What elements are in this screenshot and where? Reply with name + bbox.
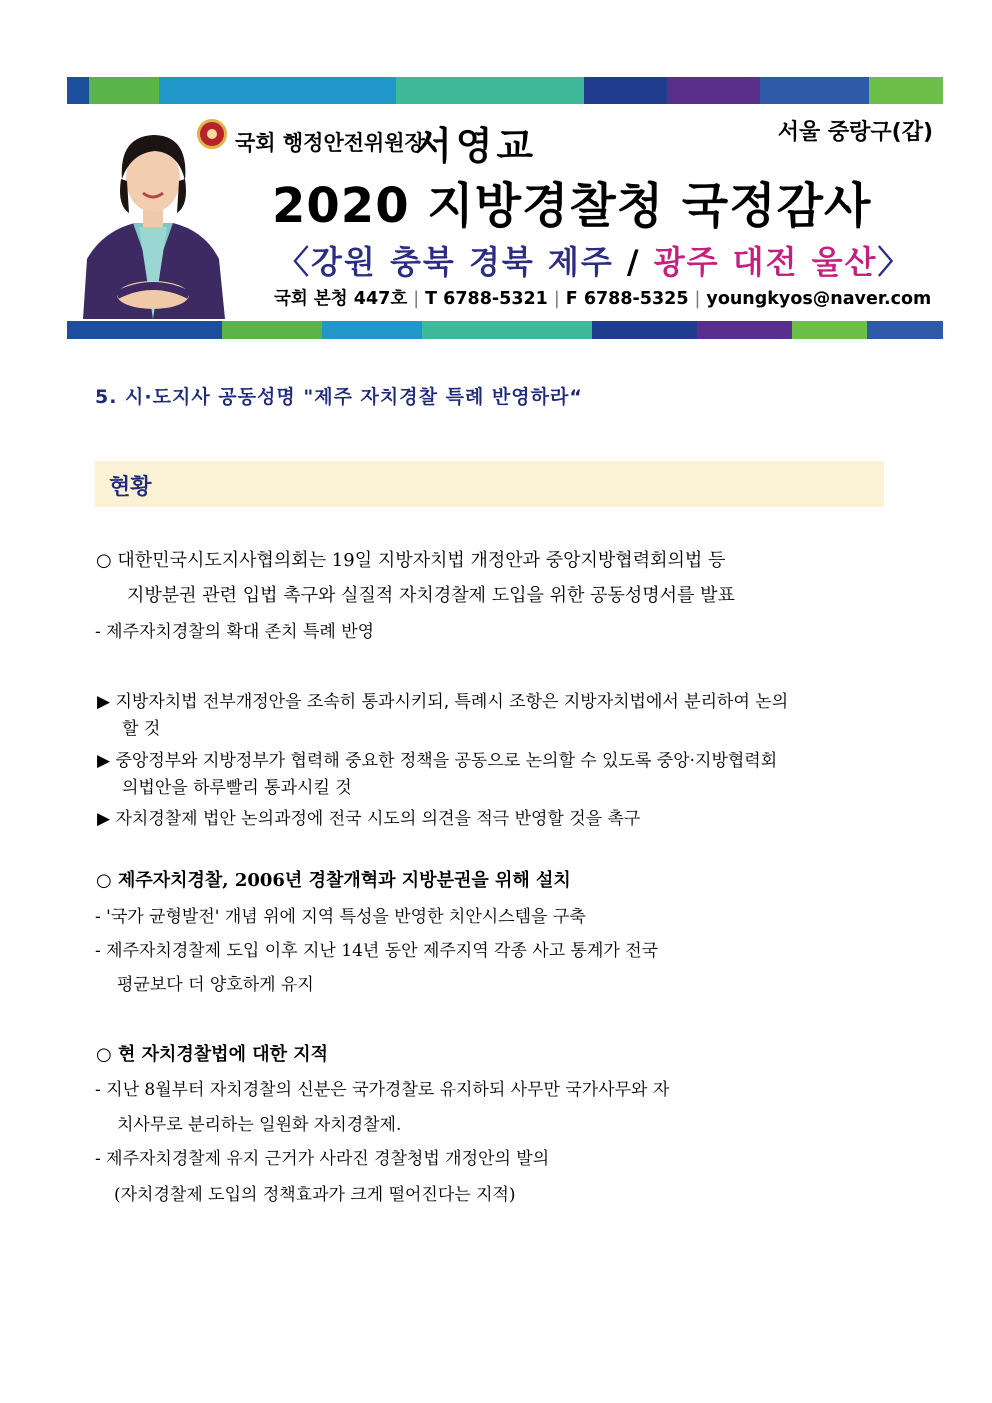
bullet-3-detail-1-line-2: 치사무로 분리하는 일원화 자치경찰제. <box>117 1115 402 1135</box>
regions-close: 〉 <box>877 243 912 281</box>
bullet-2-heading: ○ 제주자치경찰, 2006년 경찰개혁과 지방분권을 위해 설치 <box>96 870 571 891</box>
district-label: 서울 중랑구(갑) <box>777 120 933 145</box>
bullet-2-detail-1: - '국가 균형발전' 개념 위에 지역 특성을 반영한 치안시스템을 구축 <box>95 907 586 927</box>
divider: | <box>694 289 701 309</box>
office-address: 국회 본청 447호 <box>274 289 408 309</box>
bullet-2-detail-2-line-2: 평균보다 더 양호하게 유지 <box>117 975 314 995</box>
regions-separator: / <box>613 243 654 281</box>
bullet-1-detail: - 제주자치경찰의 확대 존치 특례 반영 <box>95 622 375 642</box>
bullet-2-detail-2-line-1: - 제주자치경찰제 도입 이후 지난 14년 동안 제주지역 각종 사고 통계가 전국 <box>95 941 659 961</box>
role-label: 국회 행정안전위원장 <box>235 131 425 155</box>
banner-title: 2020 지방경찰청 국정감사 <box>272 178 872 234</box>
regions-line <box>277 237 911 283</box>
regions-group-a: 강원 충북 경북 제주 <box>311 243 614 281</box>
email-address: youngkyos@naver.com <box>706 289 932 309</box>
bullet-3-detail-2-line-1: - 제주자치경찰제 유지 근거가 사라진 경찰청법 개정안의 발의 <box>95 1149 550 1169</box>
status-label: 현황 <box>109 475 152 500</box>
bullet-3-detail-2-line-2: (자치경찰제 도입의 정책효과가 크게 떨어진다는 지적) <box>114 1185 516 1205</box>
regions-open: 〈 <box>277 243 312 281</box>
member-name: 서영교 <box>415 124 538 168</box>
divider: | <box>553 289 560 309</box>
header-banner <box>67 77 943 339</box>
divider: | <box>413 289 420 309</box>
bullet-1-line-1: ○ 대한민국시도지사협의회는 19일 지방자치법 개정안과 중앙지방협력회의법 등 <box>96 550 726 571</box>
regions-group-b: 광주 대전 울산 <box>653 243 878 281</box>
fax-number: F 6788-5325 <box>565 289 689 309</box>
action-1-line-2: 할 것 <box>122 719 161 739</box>
action-3: ▶ 자치경찰제 법안 논의과정에 전국 시도의 의견을 적극 반영할 것을 촉구 <box>97 809 641 829</box>
bullet-3-detail-1-line-1: - 지난 8월부터 자치경찰의 신분은 국가경찰로 유지하되 사무만 국가사무와 자 <box>95 1080 670 1100</box>
phone-number: T 6788-5321 <box>425 289 548 309</box>
action-2-line-2: 의법안을 하루빨리 통과시킬 것 <box>122 778 352 798</box>
action-1-line-1: ▶ 지방자치법 전부개정안을 조속히 통과시키되, 특례시 조항은 지방자치법에서 분리하여 논의 <box>97 692 789 712</box>
action-2-line-1: ▶ 중앙정부와 지방정부가 협력해 중요한 정책을 공동으로 논의할 수 있도록 중앙·지방협력회 <box>97 751 778 771</box>
national-assembly-emblem-icon <box>197 119 227 149</box>
section-heading: 5. 시·도지사 공동성명 "제주 자치경찰 특례 반영하라“ <box>95 386 583 408</box>
bullet-1-line-2: 지방분권 관련 입법 촉구와 실질적 자치경찰제 도입을 위한 공동성명서를 발표 <box>127 585 735 606</box>
color-stripe-top <box>67 77 943 104</box>
contact-line <box>274 285 931 310</box>
color-stripe-bottom <box>67 321 943 339</box>
bullet-3-heading: ○ 현 자치경찰법에 대한 지적 <box>96 1044 329 1065</box>
status-header-box <box>95 461 884 507</box>
